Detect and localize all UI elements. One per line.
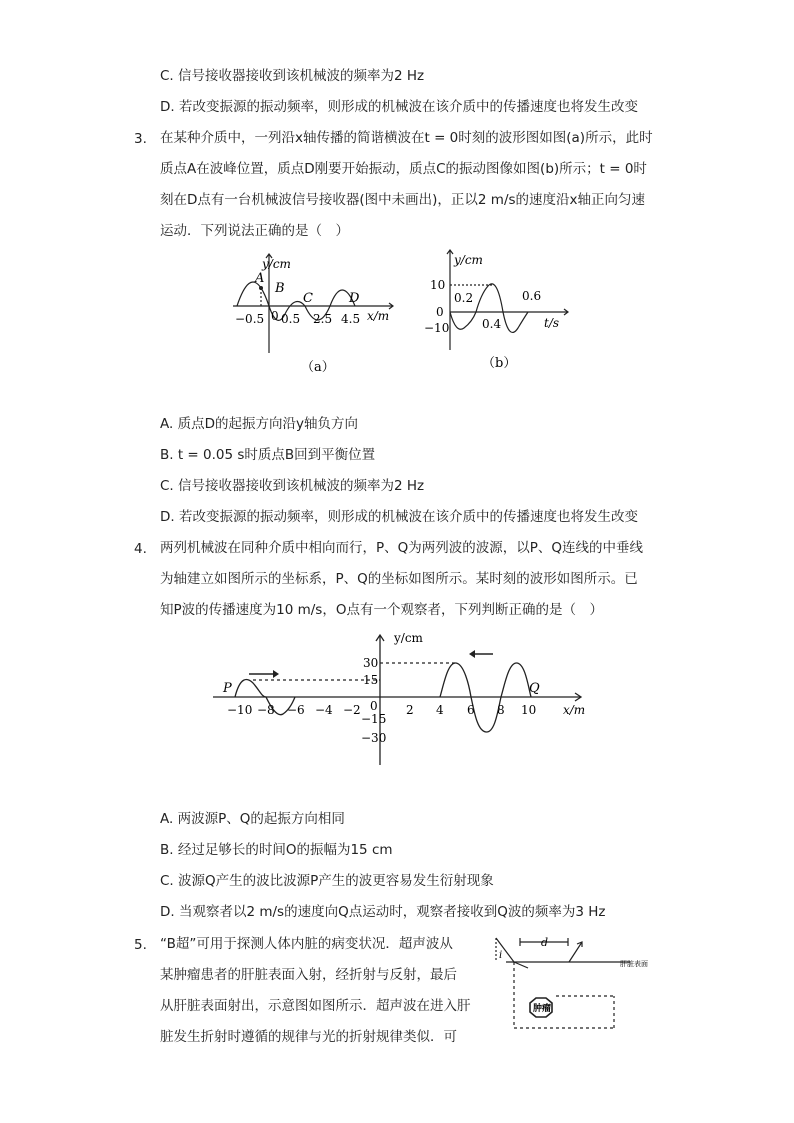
- q5-text-line-3: 从肝脏表面射出，示意图如图所示．超声波在进入肝: [160, 998, 471, 1014]
- q4-option-d: D. 当观察者以2 m/s的速度向Q点运动时，观察者接收到Q波的频率为3 Hz: [160, 904, 606, 920]
- q4-text-line-3: 知P波的传播速度为10 m/s，O点有一个观察者，下列判断正确的是（ ）: [160, 602, 603, 618]
- q4-option-b: B. 经过足够长的时间O的振幅为15 cm: [160, 842, 393, 858]
- q3-text-line-4: 运动．下列说法正确的是（ ）: [160, 223, 349, 239]
- q4-ytick-30: 30: [363, 656, 379, 670]
- q4-xtick-6: 6: [467, 703, 475, 717]
- q5-tumor-label: 肿瘤: [533, 1004, 552, 1014]
- fig-b-xtick-02: 0.2: [454, 291, 474, 305]
- fig-b-ytick-neg10: −10: [424, 321, 450, 335]
- fig-b-caption: （b）: [482, 356, 517, 371]
- q4-text-line-2: 为轴建立如图所示的坐标系，P、Q的坐标如图所示。某时刻的波形如图所示。已: [160, 571, 638, 587]
- fig-b-xtick-04: 0.4: [482, 317, 502, 331]
- q4-text-line-1: 两列机械波在同种介质中相向而行，P、Q为两列波的波源，以P、Q连线的中垂线: [160, 540, 644, 556]
- q3-text-line-1: 在某种介质中，一列沿x轴传播的简谐横波在t = 0时刻的波形图如图(a)所示，此时: [160, 130, 653, 146]
- q2-option-d: D. 若改变振源的振动频率，则形成的机械波在该介质中的传播速度也将发生改变: [160, 99, 638, 115]
- fig-a-label-a: A: [255, 271, 265, 286]
- q3-text-line-3: 刻在D点有一台机械波信号接收器(图中未画出)，正以2 m/s的速度沿x轴正向匀速: [160, 192, 646, 208]
- q3-option-a: A. 质点D的起振方向沿y轴负方向: [160, 416, 358, 432]
- q5-surface-label: 肝脏表面: [620, 960, 648, 968]
- q4-xtick-8: 8: [497, 703, 505, 717]
- fig-b-ytick-10: 10: [430, 278, 446, 292]
- fig-a-caption: （a）: [301, 360, 335, 375]
- q4-option-a: A. 两波源P、Q的起振方向相同: [160, 811, 345, 827]
- q4-number: 4.: [134, 541, 147, 557]
- q3-number: 3.: [134, 131, 147, 147]
- q3-text-line-2: 质点A在波峰位置，质点D刚要开始振动，质点C的振动图像如图(b)所示；t = 0时: [160, 161, 647, 177]
- fig-a-label-b: B: [275, 281, 285, 296]
- fig-b-ylabel: y/cm: [454, 253, 483, 267]
- fig-a-point-a: [259, 286, 263, 290]
- q4-ytick-neg30: −30: [361, 731, 387, 745]
- q4-ytick-neg15: −15: [361, 712, 387, 726]
- q5-figure: [490, 930, 660, 1040]
- q4-xtick-neg8: −8: [257, 703, 275, 717]
- q5-text-line-1: “B超”可用于探测人体内脏的病变状况．超声波从: [160, 936, 453, 952]
- q4-label-q: Q: [529, 681, 540, 696]
- fig-b-ytick-0: 0: [436, 305, 444, 319]
- q5-exit-ray: [569, 942, 582, 962]
- q5-refract-a: [514, 962, 528, 968]
- q3-option-d: D. 若改变振源的振动频率，则形成的机械波在该介质中的传播速度也将发生改变: [160, 509, 638, 525]
- q4-xtick-4: 4: [436, 703, 444, 717]
- q3-option-c: C. 信号接收器接收到该机械波的频率为2 Hz: [160, 478, 425, 494]
- q5-i-label: i: [499, 950, 503, 961]
- fig-a-tick-0: 0: [271, 309, 279, 323]
- q4-ytick-15: 15: [363, 673, 379, 687]
- fig-a-tick-25: 2.5: [313, 312, 333, 326]
- fig-a-label-d: D: [349, 291, 360, 306]
- q4-figure: [205, 630, 600, 770]
- q4-xlabel: x/m: [563, 703, 586, 717]
- q4-xtick-2: 2: [406, 703, 414, 717]
- q3-figure-b: [418, 244, 588, 374]
- q5-text-line-4: 脏发生折射时遵循的规律与光的折射规律类似．可: [160, 1029, 457, 1045]
- q4-xtick-neg2: −2: [343, 703, 361, 717]
- q4-xtick-neg10: −10: [227, 703, 253, 717]
- q4-xtick-neg6: −6: [287, 703, 305, 717]
- q4-arrow-right-head: [273, 670, 279, 678]
- q4-xtick-neg4: −4: [315, 703, 333, 717]
- fig-a-ylabel: y/cm: [262, 257, 291, 271]
- q4-origin: 0: [370, 699, 378, 713]
- fig-a-tick-neg05: −0.5: [235, 312, 265, 326]
- fig-a-tick-45: 4.5: [341, 312, 361, 326]
- fig-a-xlabel: x/m: [367, 309, 390, 323]
- q4-xtick-10: 10: [521, 703, 537, 717]
- q3-option-b: B. t = 0.05 s时质点B回到平衡位置: [160, 447, 376, 463]
- q4-option-c: C. 波源Q产生的波比波源P产生的波更容易发生衍射现象: [160, 873, 494, 889]
- fig-b-xlabel: t/s: [544, 316, 560, 330]
- q4-label-p: P: [223, 681, 232, 696]
- q5-number: 5.: [134, 937, 147, 953]
- fig-a-tick-05: 0.5: [281, 312, 301, 326]
- q5-text-line-2: 某肿瘤患者的肝脏表面入射，经折射与反射，最后: [160, 967, 457, 983]
- fig-b-xtick-06: 0.6: [522, 289, 542, 303]
- q4-ylabel: y/cm: [394, 631, 423, 645]
- q2-option-c: C. 信号接收器接收到该机械波的频率为2 Hz: [160, 68, 425, 84]
- q5-d-label: d: [541, 936, 549, 949]
- q3-figure-a: [225, 248, 405, 378]
- q4-arrow-left-head: [469, 650, 475, 658]
- fig-a-label-c: C: [303, 291, 313, 306]
